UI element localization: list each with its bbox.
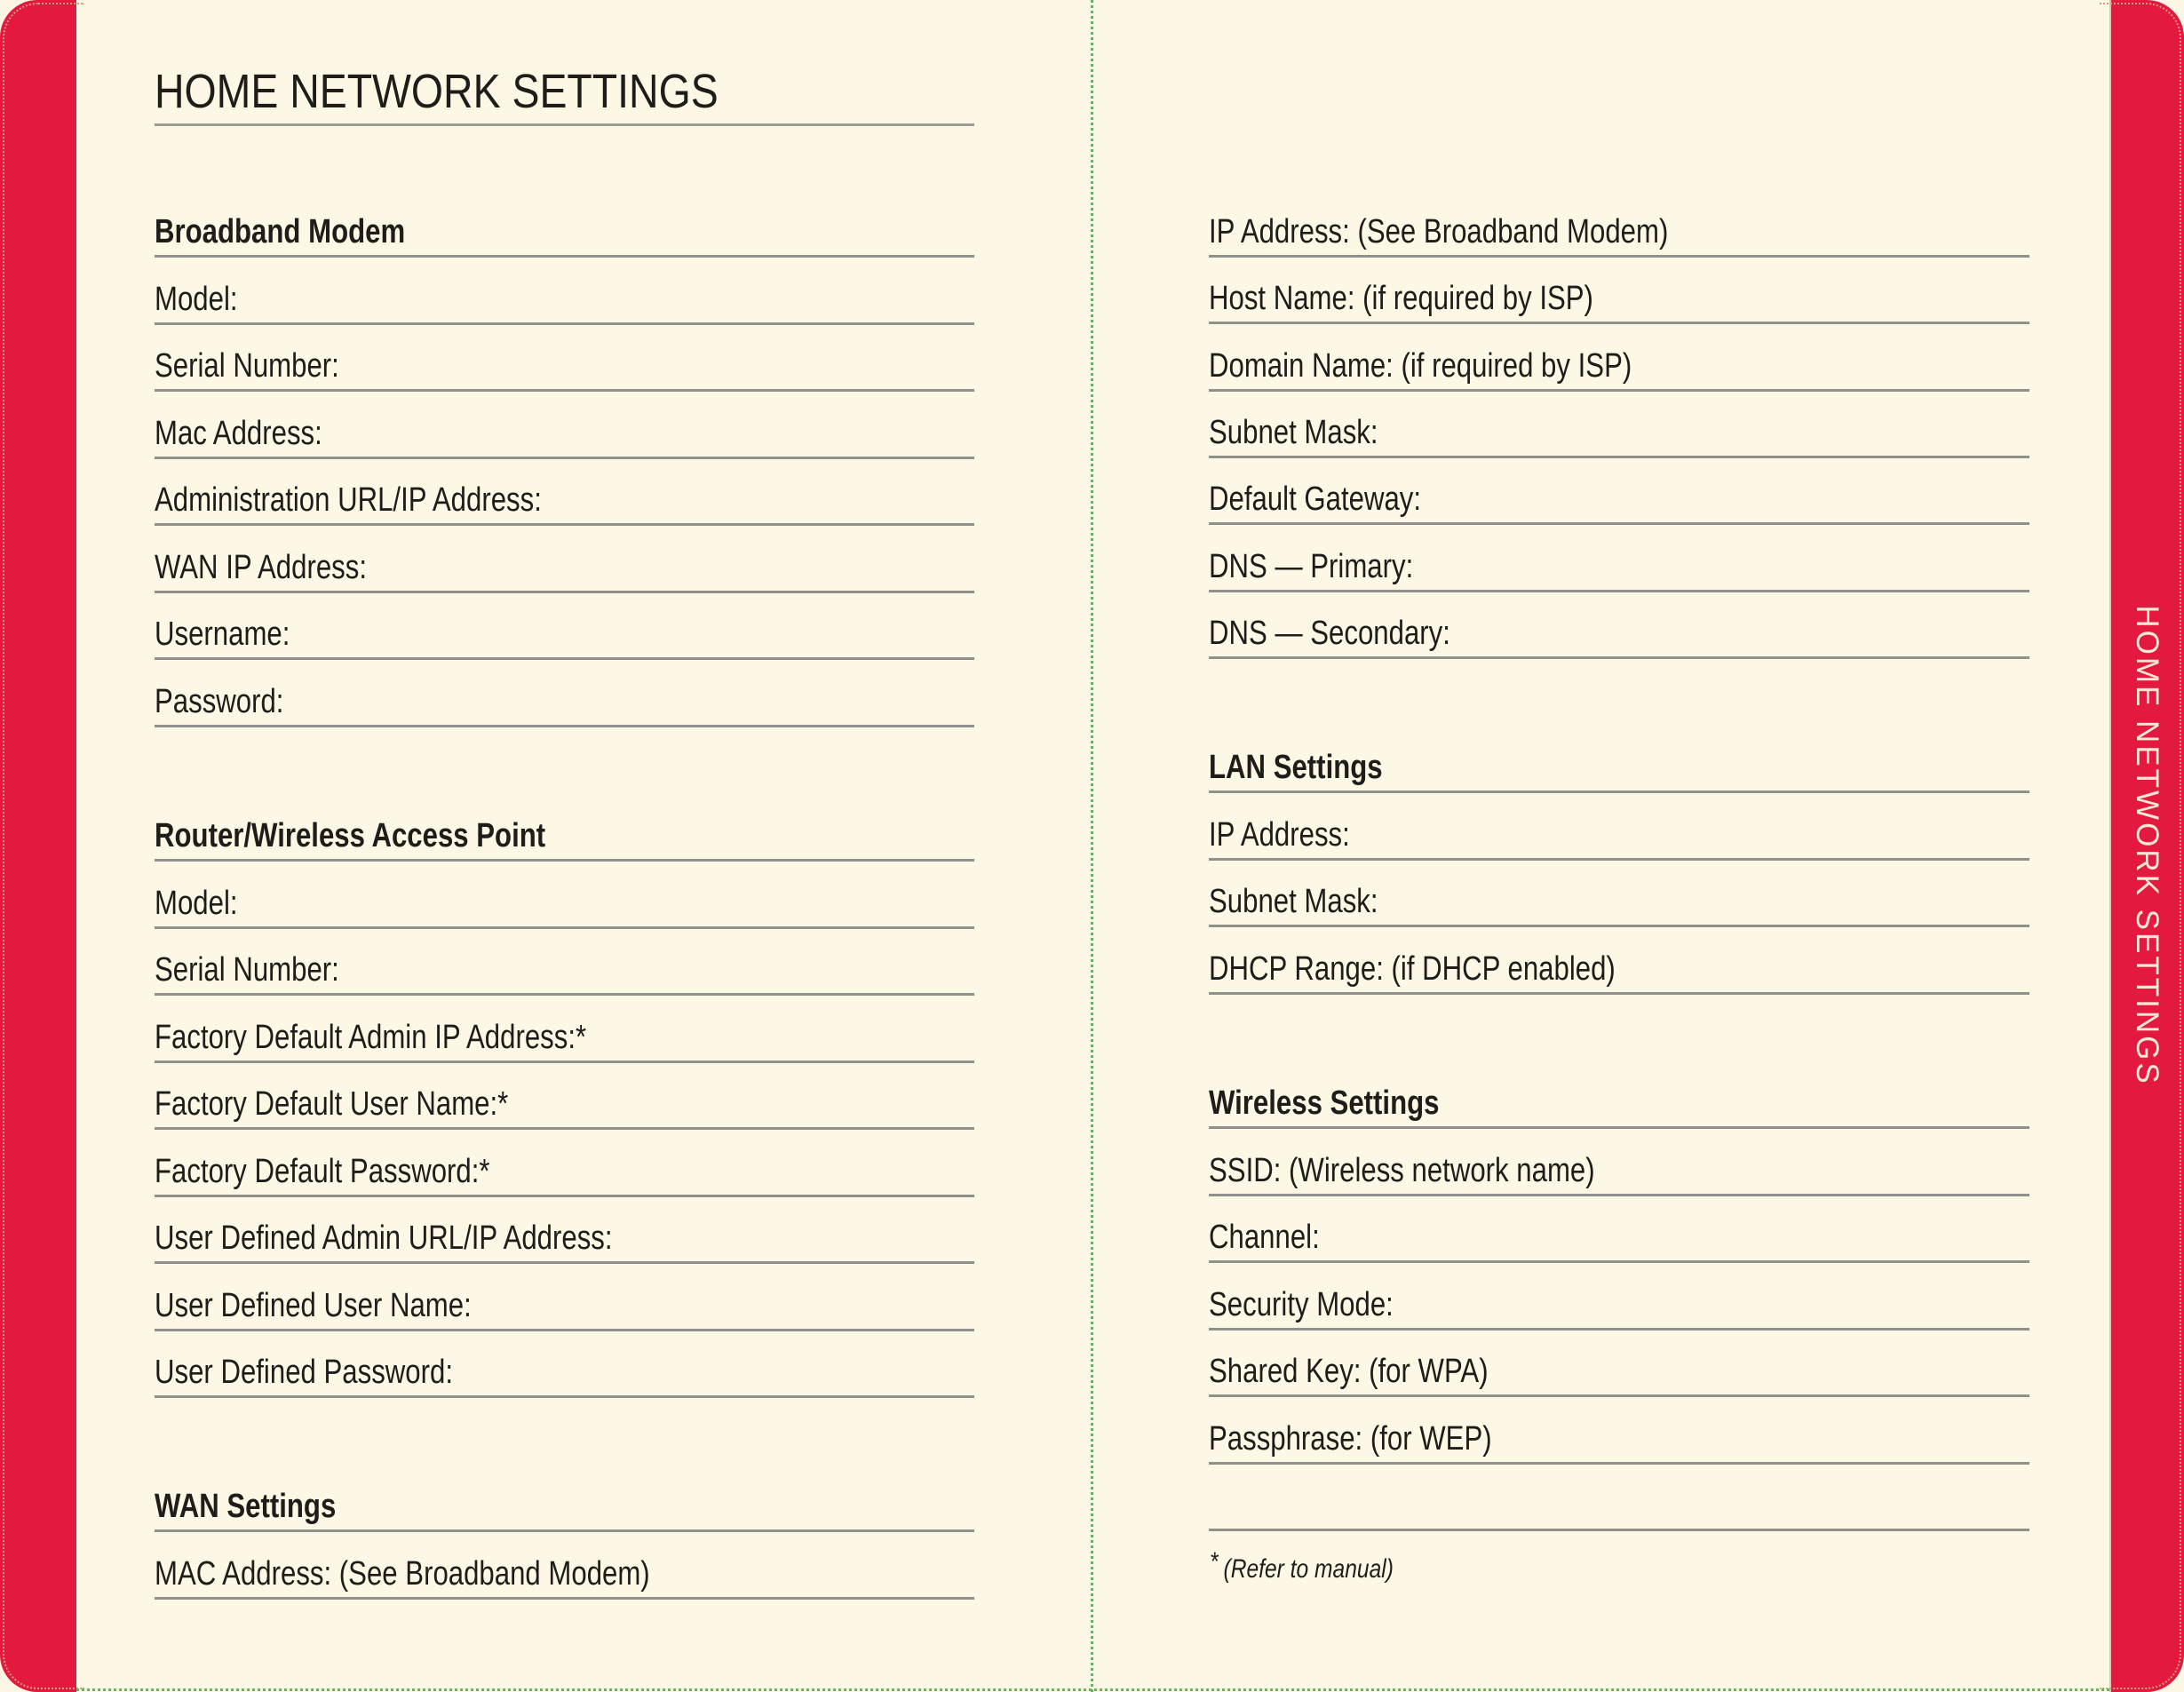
field-row-router-factory-admin-ip[interactable]: Factory Default Admin IP Address:* (155, 1010, 974, 1063)
field-row-modem-model[interactable]: Model: (155, 272, 974, 325)
field-row-router-factory-password[interactable]: Factory Default Password:* (155, 1144, 974, 1197)
asterisk: * (1211, 1547, 1219, 1577)
field-row-wan-default-gateway[interactable]: Default Gateway: (1209, 472, 2029, 525)
field-row-lan-subnet-mask[interactable]: Subnet Mask: (1209, 874, 2029, 927)
field-row-wan-subnet-mask[interactable]: Subnet Mask: (1209, 405, 2029, 458)
field-row-wireless-ssid[interactable]: SSID: (Wireless network name) (1209, 1143, 2029, 1196)
field-row-wan-host-name[interactable]: Host Name: (if required by ISP) (1209, 271, 2029, 324)
section-heading-wireless: Wireless Settings (1209, 1076, 2029, 1129)
field-row-modem-serial[interactable]: Serial Number: (155, 338, 974, 392)
field-row-wan-domain-name[interactable]: Domain Name: (if required by ISP) (1209, 338, 2029, 392)
section-heading-lan: LAN Settings (1209, 740, 2029, 793)
page-title: HOME NETWORK SETTINGS (155, 65, 719, 118)
footnote-text: (Refer to manual) (1223, 1554, 1394, 1584)
section-heading-wan: WAN Settings (155, 1479, 974, 1532)
field-row-router-serial[interactable]: Serial Number: (155, 942, 974, 996)
field-row-modem-mac[interactable]: Mac Address: (155, 406, 974, 459)
page-bottom-edge (76, 1688, 2109, 1691)
field-row-modem-admin-url[interactable]: Administration URL/IP Address: (155, 473, 974, 526)
side-tab-label: HOME NETWORK SETTINGS (2130, 605, 2164, 1086)
section-heading-router: Router/Wireless Access Point (155, 808, 974, 862)
field-row-lan-ip[interactable]: IP Address: (1209, 807, 2029, 861)
section-heading-broadband-modem: Broadband Modem (155, 204, 974, 258)
field-row-modem-username[interactable]: Username: (155, 607, 974, 660)
field-row-lan-dhcp-range[interactable]: DHCP Range: (if DHCP enabled) (1209, 941, 2029, 995)
field-row-blank[interactable] (1209, 1478, 2029, 1531)
field-row-wan-dns-secondary[interactable]: DNS — Secondary: (1209, 606, 2029, 659)
left-cover-edge (0, 0, 76, 1692)
field-row-wireless-shared-key[interactable]: Shared Key: (for WPA) (1209, 1344, 2029, 1397)
field-row-router-user-username[interactable]: User Defined User Name: (155, 1278, 974, 1331)
field-row-router-factory-username[interactable]: Factory Default User Name:* (155, 1076, 974, 1130)
field-row-wan-dns-primary[interactable]: DNS — Primary: (1209, 539, 2029, 592)
field-row-router-user-admin-url[interactable]: User Defined Admin URL/IP Address: (155, 1211, 974, 1264)
field-row-wireless-security-mode[interactable]: Security Mode: (1209, 1277, 2029, 1331)
title-rule (155, 123, 974, 126)
footnote (1211, 1547, 1394, 1585)
page-gutter (1091, 0, 1093, 1692)
field-row-router-user-password[interactable]: User Defined Password: (155, 1345, 974, 1398)
field-row-modem-password[interactable]: Password: (155, 674, 974, 727)
field-row-router-model[interactable]: Model: (155, 876, 974, 929)
field-row-wan-mac[interactable]: MAC Address: (See Broadband Modem) (155, 1546, 974, 1600)
field-row-wan-ip[interactable]: IP Address: (See Broadband Modem) (1209, 204, 2029, 258)
field-row-wireless-passphrase[interactable]: Passphrase: (for WEP) (1209, 1411, 2029, 1465)
field-row-wireless-channel[interactable]: Channel: (1209, 1210, 2029, 1263)
field-row-modem-wan-ip[interactable]: WAN IP Address: (155, 540, 974, 593)
